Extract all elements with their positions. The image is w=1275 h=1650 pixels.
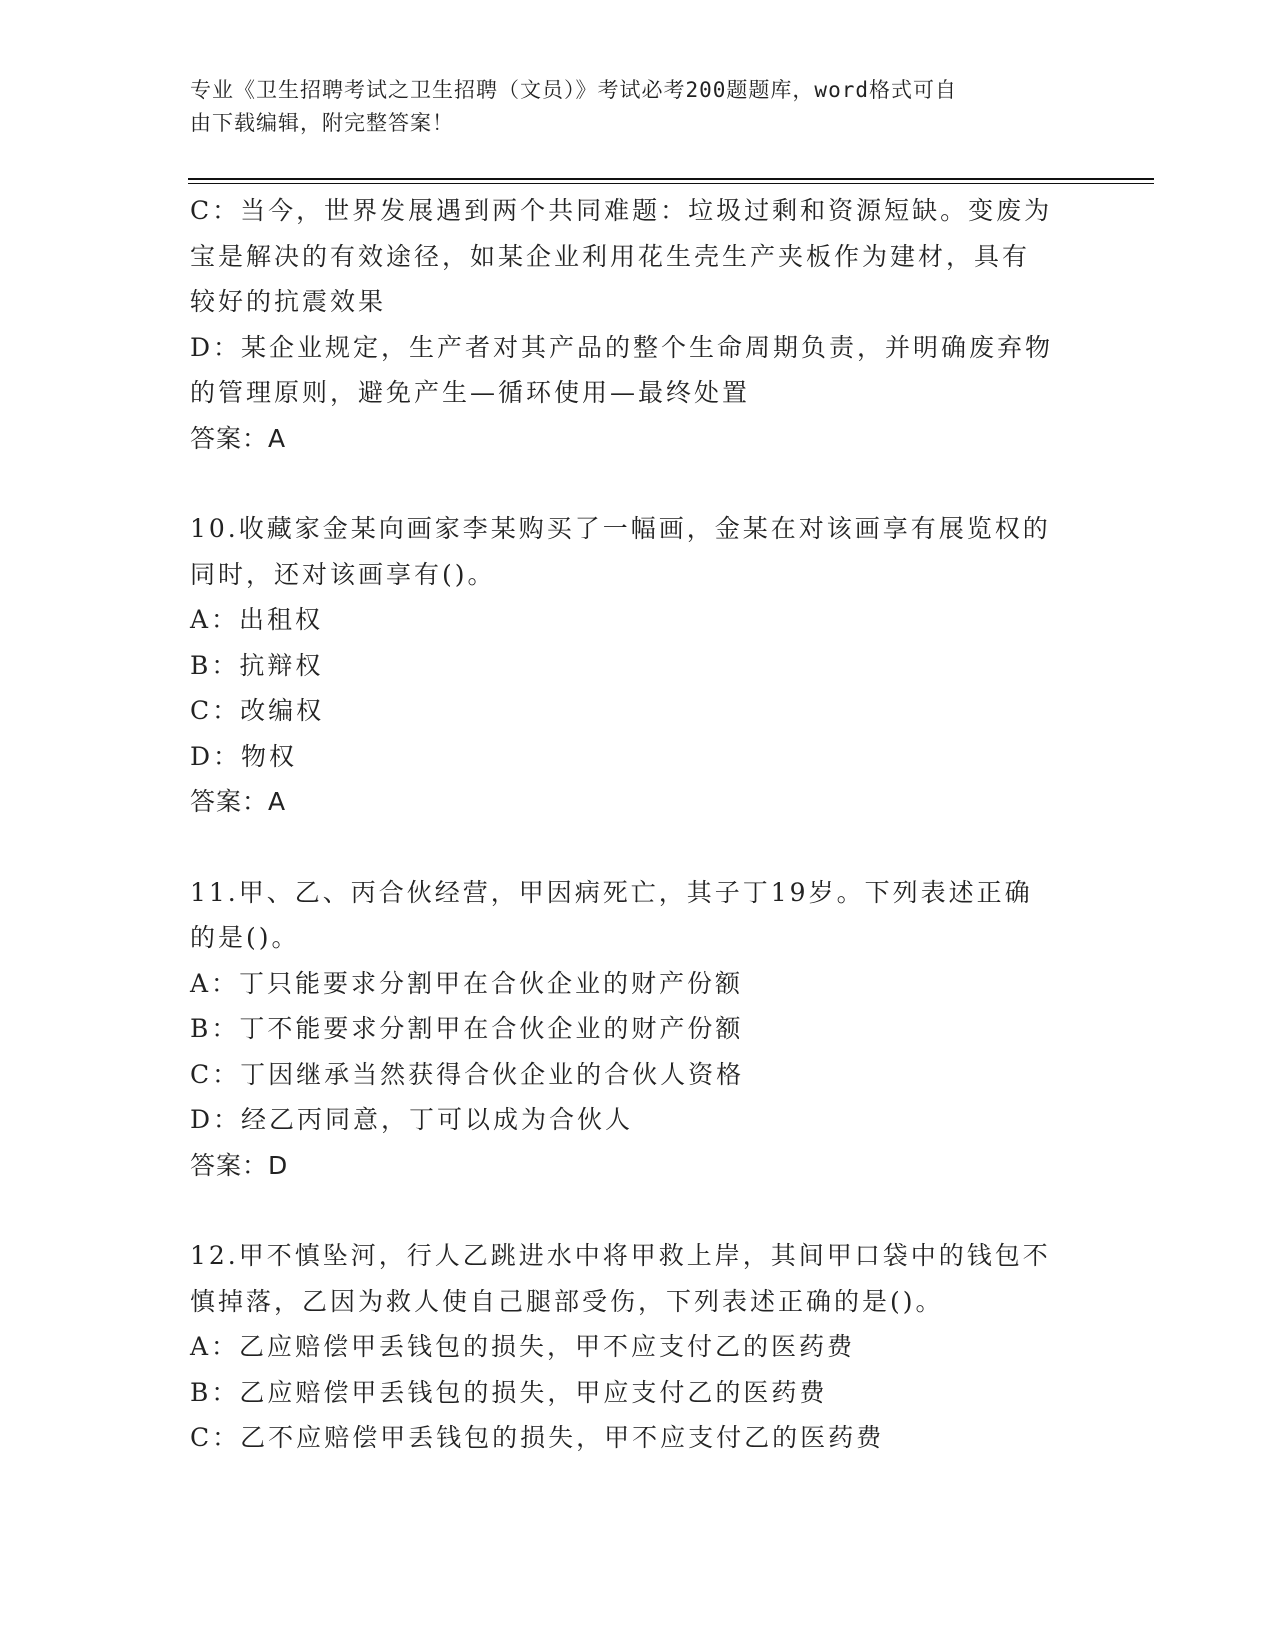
header-divider-thick [188, 178, 1154, 180]
question-stem-line-2: 同时，还对该画享有()。 [190, 559, 496, 589]
option-a: A：乙应赔偿甲丢钱包的损失，甲不应支付乙的医药费 [190, 1332, 856, 1361]
question-12 [190, 1233, 1090, 1461]
question-stem-line-1: 10.收藏家金某向画家李某购买了一幅画，金某在对该画享有展览权的 [190, 514, 1051, 543]
option-b: B：抗辩权 [190, 650, 324, 680]
option-c-line-2: 宝是解决的有效途径，如某企业利用花生壳生产夹板作为建材，具有 [190, 241, 1031, 271]
option-d-line-1: D：某企业规定，生产者对其产品的整个生命周期负责，并明确废弃物 [190, 332, 1054, 362]
option-b: B：丁不能要求分割甲在合伙企业的财产份额 [190, 1014, 744, 1043]
question-9-tail [190, 188, 1090, 461]
question-stem-line-1: 11.甲、乙、丙合伙经营，甲因病死亡，其子丁19岁。下列表述正确 [190, 877, 1033, 907]
option-d: D：物权 [190, 741, 298, 771]
answer-label: 答案：A [190, 787, 287, 816]
document-header [190, 74, 1090, 140]
spacer [190, 1188, 1090, 1233]
question-11 [190, 870, 1090, 1189]
option-c-line-1: C：当今，世界发展遇到两个共同难题：垃圾过剩和资源短缺。变废为 [190, 196, 1053, 225]
spacer [190, 825, 1090, 870]
option-c-line-3: 较好的抗震效果 [190, 287, 387, 316]
option-c: C：改编权 [190, 696, 325, 725]
question-stem-line-2: 的是()。 [190, 923, 300, 952]
header-divider-thin [188, 183, 1154, 184]
option-c: C：乙不应赔偿甲丢钱包的损失，甲不应支付乙的医药费 [190, 1423, 885, 1452]
question-stem-line-1: 12.甲不慎坠河，行人乙跳进水中将甲救上岸，其间甲口袋中的钱包不 [190, 1241, 1051, 1270]
spacer [190, 461, 1090, 506]
question-stem-line-2: 慎掉落，乙因为救人使自己腿部受伤，下列表述正确的是()。 [190, 1286, 944, 1316]
option-b: B：乙应赔偿甲丢钱包的损失，甲应支付乙的医药费 [190, 1377, 828, 1407]
option-c: C：丁因继承当然获得合伙企业的合伙人资格 [190, 1059, 745, 1089]
header-title-line-1: 专业《卫生招聘考试之卫生招聘（文员）》考试必考200题题库，word格式可自 [190, 78, 957, 102]
option-a: A：丁只能要求分割甲在合伙企业的财产份额 [190, 968, 744, 998]
option-d: D：经乙丙同意，丁可以成为合伙人 [190, 1105, 634, 1134]
document-body [190, 188, 1090, 1461]
answer-label: 答案：A [190, 423, 287, 453]
header-title-line-2: 由下载编辑，附完整答案！ [190, 111, 454, 135]
option-d-line-2: 的管理原则，避免产生—循环使用—最终处置 [190, 378, 751, 407]
answer-label: 答案：D [190, 1150, 289, 1180]
option-a: A：出租权 [190, 605, 324, 634]
question-10 [190, 506, 1090, 825]
